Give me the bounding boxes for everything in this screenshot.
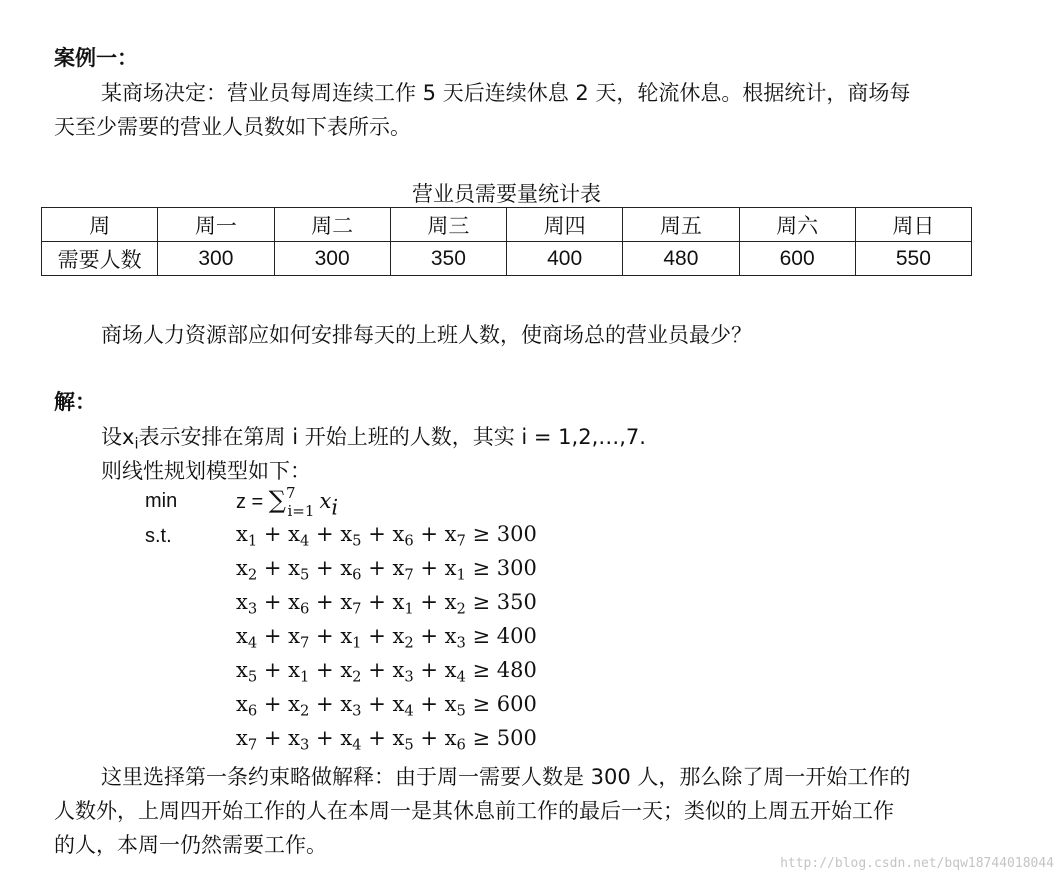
variable-x: x — [236, 726, 248, 750]
constraint-line — [236, 556, 537, 584]
table-header-row — [42, 208, 972, 242]
plus-operator: + — [361, 658, 393, 682]
variable-x: x — [392, 556, 405, 580]
solution-title: 解： — [54, 390, 96, 414]
variable-x: x — [392, 522, 405, 546]
variable-index: 6 — [456, 736, 466, 754]
variable-index: 3 — [456, 634, 466, 652]
table-caption: 营业员需要量统计表 — [412, 182, 601, 206]
variable-x: x — [236, 590, 248, 614]
st-label: s.t. — [145, 525, 172, 547]
variable-x: x — [288, 556, 300, 580]
table-cell: 400 — [507, 242, 623, 276]
variable-index: 1 — [247, 532, 258, 550]
geq-operator: ≥ — [465, 556, 497, 580]
variable-x: x — [444, 590, 457, 614]
geq-operator: ≥ — [465, 522, 497, 546]
plus-operator: + — [361, 692, 393, 716]
constraint-line — [236, 726, 537, 754]
variable-x: x — [236, 692, 248, 716]
variable-x: x — [392, 624, 405, 648]
plus-operator: + — [309, 658, 341, 682]
constraint-line — [236, 522, 537, 550]
variable-x: x — [340, 692, 353, 716]
variable-index: 2 — [456, 600, 466, 618]
variable-index: 5 — [404, 736, 414, 754]
variable-index: 6 — [404, 532, 414, 550]
explanation-line-1: 这里选择第一条约束略做解释：由于周一需要人数是 300 人，那么除了周一开始工作的 — [101, 765, 911, 789]
plus-operator: + — [361, 522, 393, 546]
variable-x: x — [392, 726, 405, 750]
objective-function — [236, 484, 339, 520]
plus-operator: + — [361, 556, 393, 580]
constraint-line — [236, 658, 537, 686]
plus-operator: + — [413, 522, 445, 546]
variable-x: x — [340, 590, 353, 614]
case-title: 案例一： — [54, 46, 138, 70]
staff-requirement-table — [41, 207, 972, 276]
variable-index: 3 — [404, 668, 414, 686]
variable-x: x — [236, 522, 248, 546]
variable-x: x — [236, 556, 248, 580]
variable-index: 4 — [352, 736, 362, 754]
plus-operator: + — [257, 658, 289, 682]
def-subscript: i — [134, 435, 139, 453]
explanation-line-3: 的人，本周一仍然需要工作。 — [54, 833, 327, 857]
plus-operator: + — [309, 590, 341, 614]
variable-x: x — [444, 522, 457, 546]
table-header-cell: 周一 — [158, 208, 274, 242]
table-cell: 600 — [739, 242, 855, 276]
variable-index: 5 — [352, 532, 362, 550]
plus-operator: + — [257, 556, 289, 580]
sum-variable-sub: i — [331, 495, 339, 520]
def-suffix: 表示安排在第周 i 开始上班的人数，其实 i = 1,2,…,7. — [138, 425, 646, 449]
variable-x: x — [444, 726, 457, 750]
variable-index: 4 — [404, 702, 414, 720]
variable-x: x — [340, 556, 353, 580]
plus-operator: + — [309, 556, 341, 580]
variable-x: x — [444, 556, 457, 580]
plus-operator: + — [361, 624, 393, 648]
variable-index: 3 — [300, 736, 310, 754]
constraint-rhs: 600 — [496, 692, 537, 716]
table-row — [42, 242, 972, 276]
min-label: min — [145, 490, 178, 512]
variable-index: 4 — [456, 668, 466, 686]
constraint-line — [236, 624, 537, 652]
constraint-rhs: 300 — [496, 556, 537, 580]
constraint-line — [236, 590, 537, 618]
plus-operator: + — [413, 726, 445, 750]
variable-x: x — [236, 658, 248, 682]
variable-x: x — [340, 658, 353, 682]
constraint-rhs: 350 — [496, 590, 537, 614]
constraint-rhs: 480 — [496, 658, 537, 682]
variable-x: x — [236, 624, 248, 648]
variable-x: x — [288, 522, 300, 546]
table-header-cell: 周 — [42, 208, 158, 242]
variable-index: 4 — [300, 532, 310, 550]
variable-index: 1 — [404, 600, 414, 618]
geq-operator: ≥ — [465, 590, 497, 614]
plus-operator: + — [257, 590, 289, 614]
plus-operator: + — [257, 726, 289, 750]
plus-operator: + — [309, 522, 341, 546]
plus-operator: + — [413, 556, 445, 580]
variable-index: 7 — [300, 634, 310, 652]
variable-x: x — [340, 624, 353, 648]
variable-index: 6 — [352, 566, 362, 584]
variable-index: 1 — [300, 668, 310, 686]
variable-x: x — [340, 522, 353, 546]
constraint-rhs: 500 — [496, 726, 537, 750]
variable-definition — [101, 421, 646, 451]
variable-index: 5 — [456, 702, 466, 720]
plus-operator: + — [309, 624, 341, 648]
variable-index: 2 — [247, 566, 258, 584]
geq-operator: ≥ — [465, 624, 497, 648]
variable-index: 7 — [247, 736, 258, 754]
variable-x: x — [444, 624, 457, 648]
table-cell: 300 — [158, 242, 274, 276]
variable-index: 5 — [247, 668, 258, 686]
geq-operator: ≥ — [465, 692, 497, 716]
watermark: http://blog.csdn.net/bqw18744018044 — [780, 856, 1054, 871]
plus-operator: + — [361, 726, 393, 750]
table-header-cell: 周日 — [855, 208, 971, 242]
variable-x: x — [288, 658, 300, 682]
constraint-rhs: 400 — [496, 624, 537, 648]
variable-index: 3 — [352, 702, 362, 720]
variable-index: 6 — [300, 600, 310, 618]
plus-operator: + — [257, 522, 289, 546]
variable-index: 2 — [352, 668, 362, 686]
variable-index: 7 — [404, 566, 414, 584]
table-header-cell: 周五 — [623, 208, 739, 242]
variable-index: 1 — [352, 634, 362, 652]
table-header-cell: 周四 — [507, 208, 623, 242]
variable-x: x — [444, 692, 457, 716]
plus-operator: + — [413, 692, 445, 716]
variable-index: 7 — [352, 600, 362, 618]
variable-x: x — [340, 726, 353, 750]
question-text: 商场人力资源部应如何安排每天的上班人数，使商场总的营业员最少？ — [101, 323, 752, 347]
intro-line-1: 某商场决定：营业员每周连续工作 5 天后连续休息 2 天，轮流休息。根据统计，商场每 — [101, 81, 911, 105]
variable-x: x — [444, 658, 457, 682]
variable-index: 2 — [404, 634, 414, 652]
variable-x: x — [392, 658, 405, 682]
plus-operator: + — [257, 692, 289, 716]
table-header-cell: 周二 — [274, 208, 390, 242]
sum-upper: 7 — [285, 484, 296, 502]
table-cell: 300 — [274, 242, 390, 276]
def-prefix: 设x — [101, 425, 135, 449]
variable-x: x — [288, 692, 300, 716]
geq-operator: ≥ — [465, 726, 497, 750]
variable-index: 3 — [247, 600, 258, 618]
variable-index: 7 — [456, 532, 466, 550]
variable-x: x — [288, 590, 300, 614]
model-intro: 则线性规划模型如下： — [101, 459, 311, 483]
table-header-cell: 周六 — [739, 208, 855, 242]
variable-index: 5 — [300, 566, 310, 584]
variable-x: x — [392, 590, 405, 614]
plus-operator: + — [413, 590, 445, 614]
intro-line-2: 天至少需要的营业人员数如下表所示。 — [54, 115, 411, 139]
table-cell: 480 — [623, 242, 739, 276]
sum-variable: x — [319, 489, 332, 513]
plus-operator: + — [361, 590, 393, 614]
plus-operator: + — [309, 726, 341, 750]
variable-index: 2 — [300, 702, 310, 720]
plus-operator: + — [413, 658, 445, 682]
constraint-line — [236, 692, 537, 720]
variable-x: x — [392, 692, 405, 716]
table-row-label: 需要人数 — [42, 242, 158, 276]
constraint-rhs: 300 — [496, 522, 537, 546]
variable-x: x — [288, 624, 300, 648]
sum-symbol: ∑ — [268, 486, 286, 514]
explanation-line-2: 人数外，上周四开始工作的人在本周一是其休息前工作的最后一天；类似的上周五开始工作 — [54, 799, 894, 823]
variable-x: x — [288, 726, 300, 750]
variable-index: 4 — [247, 634, 258, 652]
sum-lower: i=1 — [287, 502, 315, 520]
table-header-cell: 周三 — [390, 208, 506, 242]
plus-operator: + — [257, 624, 289, 648]
variable-index: 1 — [456, 566, 466, 584]
variable-index: 6 — [247, 702, 258, 720]
geq-operator: ≥ — [465, 658, 497, 682]
table-cell: 350 — [390, 242, 506, 276]
plus-operator: + — [413, 624, 445, 648]
objective-prefix: z = — [236, 491, 269, 513]
table-cell: 550 — [855, 242, 971, 276]
plus-operator: + — [309, 692, 341, 716]
